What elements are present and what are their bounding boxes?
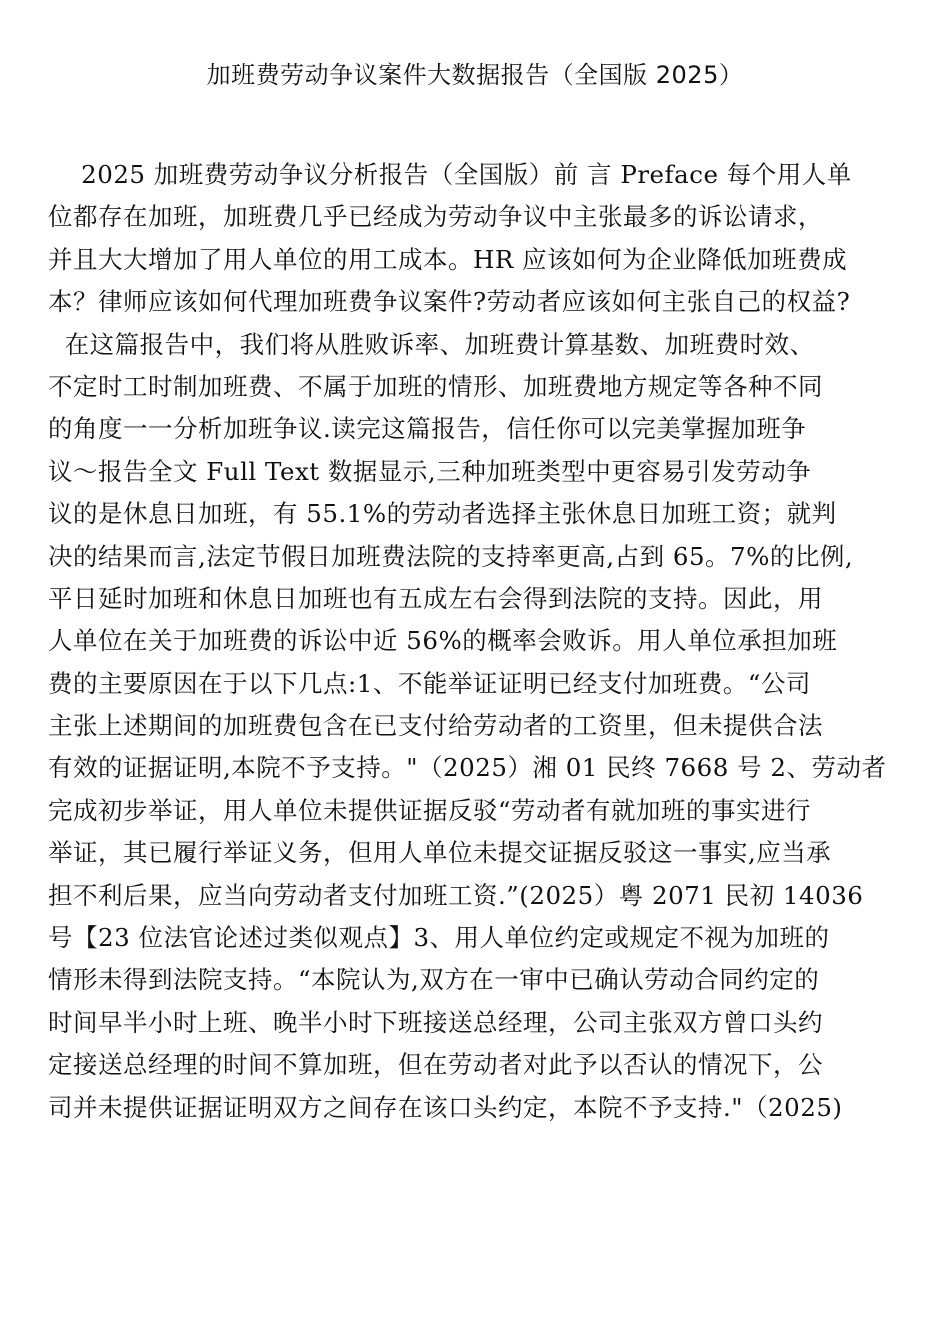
body-line: 人单位在关于加班费的诉讼中近 56%的概率会败诉。用人单位承担加班 [48,626,838,656]
document-body [48,154,908,1129]
body-line: 有效的证据证明,本院不予支持。"（2025）湘 01 民终 7668 号 2、劳动者 [48,753,887,783]
body-line: 号【23 位法官论述过类似观点】3、用人单位约定或规定不视为加班的 [48,923,830,953]
body-line: 位都存在加班，加班费几乎已经成为劳动争议中主张最多的诉讼请求， [48,202,823,232]
body-line: 本？律师应该如何代理加班费争议案件?劳动者应该如何主张自己的权益? [48,287,851,317]
body-line: 时间早半小时上班、晚半小时下班接送总经理，公司主张双方曾口头约 [48,1007,823,1037]
body-line: 主张上述期间的加班费包含在已支付给劳动者的工资里，但未提供合法 [48,711,823,741]
body-line: 司并未提供证据证明双方之间存在该口头约定，本院不予支持."（2025) [48,1092,843,1122]
body-line: 平日延时加班和休息日加班也有五成左右会得到法院的支持。因此，用 [48,583,823,613]
body-line: 定接送总经理的时间不算加班，但在劳动者对此予以否认的情况下，公 [48,1050,823,1080]
body-line: 2025 加班费劳动争议分析报告（全国版）前 言 Preface 每个用人单 [48,160,852,189]
body-line: 议～报告全文 Full Text 数据显示,三种加班类型中更容易引发劳动争 [48,456,812,486]
body-line: 情形未得到法院支持。“本院认为,双方在一审中已确认劳动合同约定的 [48,965,820,995]
document-title: 加班费劳动争议案件大数据报告（全国版 2025） [206,61,744,89]
body-line: 在这篇报告中，我们将从胜败诉率、加班费计算基数、加班费时效、 [48,329,815,359]
body-line: 担不利后果，应当向劳动者支付加班工资.”(2025）粤 2071 民初 14036 [48,880,864,910]
body-line: 议的是休息日加班，有 55.1%的劳动者选择主张休息日加班工资；就判 [48,499,837,529]
body-line: 完成初步举证，用人单位未提供证据反驳“劳动者有就加班的事实进行 [48,795,812,825]
body-line: 不定时工时制加班费、不属于加班的情形、加班费地方规定等各种不同 [48,371,823,401]
body-line: 的角度一一分析加班争议.读完这篇报告，信任你可以完美掌握加班争 [48,414,807,444]
body-line: 举证，其已履行举证义务，但用人单位未提交证据反驳这一事实,应当承 [48,838,832,868]
body-line: 决的结果而言,法定节假日加班费法院的支持率更高,占到 65。7%的比例, [48,541,854,571]
body-line: 并且大大增加了用人单位的用工成本。HR 应该如何为企业降低加班费成 [48,244,848,274]
body-line: 费的主要原因在于以下几点:1、不能举证证明已经支付加班费。“公司 [48,668,811,698]
